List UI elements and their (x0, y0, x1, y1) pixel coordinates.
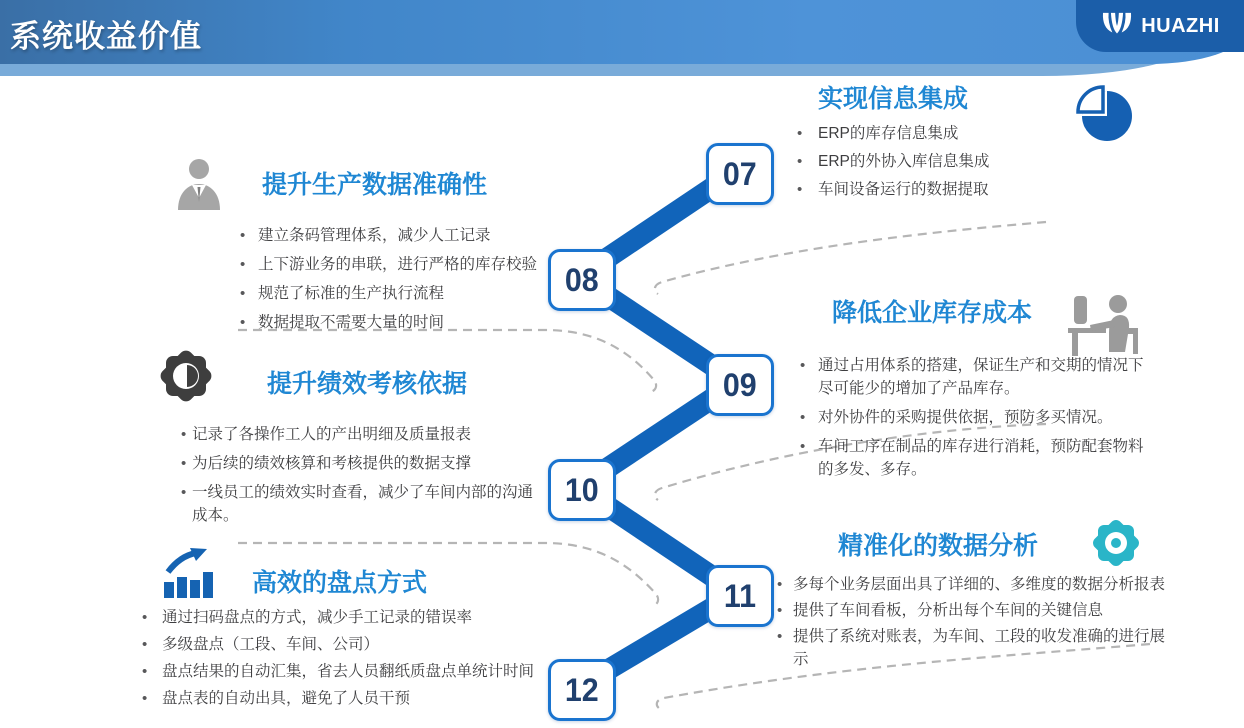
timeline-step-07 (706, 143, 774, 205)
section-stocktaking (140, 568, 550, 714)
bullet-item: • 提供了车间看板，分析出每个车间的关键信息 (775, 599, 1165, 622)
bullet-item: • 为后续的绩效核算和考核提供的数据支撑 (179, 452, 544, 475)
bullet-item: • ERP的库存信息集成 (795, 122, 1055, 145)
bullet-item: • 多每个业务层面出具了详细的、多维度的数据分析报表 (775, 573, 1165, 596)
section-title: 提升绩效考核依据 (267, 370, 468, 398)
step-number: 07 (723, 155, 757, 192)
brand-logo (1076, 0, 1244, 52)
timeline-step-11 (706, 565, 774, 627)
section-title: 精准化的数据分析 (838, 532, 1039, 560)
step-number: 12 (565, 671, 599, 708)
section-info-integration (795, 84, 1055, 206)
page-title: 系统收益价值 (10, 19, 202, 54)
bullet-item: • 车间设备运行的数据提取 (795, 178, 1055, 201)
section-inventory-cost (798, 298, 1150, 487)
bullet-item: • 盘点表的自动出具，避免了人员干预 (140, 687, 550, 710)
section-title: 提升生产数据准确性 (262, 171, 488, 199)
bullet-item: • ERP的外协入库信息集成 (795, 150, 1055, 173)
dashed-connector-1 (655, 222, 1046, 294)
bullet-item: • 建立条码管理体系，减少人工记录 (238, 224, 568, 247)
brand-name: HUAZHI (1141, 14, 1220, 37)
bullet-item: • 多级盘点（工段、车间、公司） (140, 633, 550, 656)
section-title: 降低企业库存成本 (832, 299, 1033, 327)
timeline-step-12 (548, 659, 616, 721)
bullet-item: • 盘点结果的自动汇集，省去人员翻纸质盘点单统计时间 (140, 660, 550, 683)
timeline-step-09 (706, 354, 774, 416)
section-bullet-list (795, 122, 1055, 201)
bullet-item: • 通过占用体系的搭建，保证生产和交期的情况下尽可能少的增加了产品库存。 (798, 354, 1148, 400)
section-bullet-list (140, 606, 550, 710)
section-bullet-list (798, 354, 1150, 481)
bullet-item: • 通过扫码盘点的方式，减少手工记录的错误率 (140, 606, 550, 629)
bullet-item: • 记录了各操作工人的产出明细及质量报表 (179, 423, 544, 446)
step-number: 09 (723, 366, 757, 403)
step-number: 08 (565, 261, 599, 298)
section-bullet-list (775, 573, 1165, 671)
pie-chart-icon (1074, 83, 1134, 148)
bullet-item: • 上下游业务的串联，进行严格的库存校验 (238, 253, 568, 276)
huazhi-logo-icon (1100, 12, 1134, 40)
bullet-item: • 一线员工的绩效实时查看，减少了车间内部的沟通成本。 (179, 481, 544, 527)
timeline-step-10 (548, 459, 616, 521)
bullet-item: • 数据提取不需要大量的时间 (238, 311, 568, 334)
step-number: 10 (565, 471, 599, 508)
section-title: 高效的盘点方式 (252, 569, 428, 597)
section-performance-appraisal (179, 369, 554, 533)
businessman-icon (176, 157, 222, 216)
bullet-item: • 提供了系统对账表，为车间、工段的收发准确的进行展示 (775, 625, 1165, 671)
bullet-item: • 车间工序在制品的库存进行消耗，预防配套物料的多发、多存。 (798, 435, 1148, 481)
section-title: 实现信息集成 (818, 85, 969, 113)
bullet-item: • 对外协件的采购提供依据，预防多买情况。 (798, 406, 1148, 429)
section-bullet-list (238, 224, 568, 334)
section-production-data-accuracy (238, 170, 568, 340)
step-number: 11 (723, 577, 757, 614)
section-bullet-list (179, 423, 554, 527)
bullet-item: • 规范了标准的生产执行流程 (238, 282, 568, 305)
section-data-analysis (775, 531, 1165, 674)
